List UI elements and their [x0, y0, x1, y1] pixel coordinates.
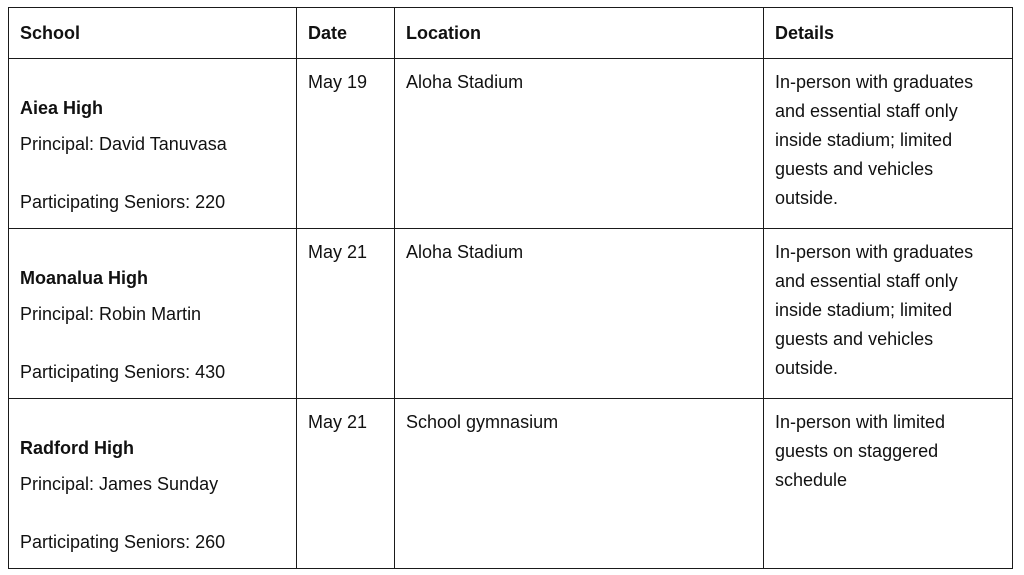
table-row — [9, 399, 1013, 569]
school-cell — [9, 399, 297, 569]
details-cell: In-person with limited guests on staggered schedule — [764, 399, 1013, 569]
header-details: Details — [764, 8, 1013, 59]
participating-seniors: Participating Seniors: 260 — [20, 532, 226, 552]
date-cell: May 19 — [297, 59, 395, 229]
school-cell — [9, 59, 297, 229]
participating-seniors: Participating Seniors: 220 — [20, 192, 226, 212]
principal: Principal: Robin Martin — [20, 304, 202, 324]
table-row — [9, 59, 1013, 229]
table-row — [9, 229, 1013, 399]
header-location: Location — [395, 8, 764, 59]
header-school: School — [9, 8, 297, 59]
header-row — [9, 8, 1013, 59]
school-name: Aiea High — [20, 98, 104, 118]
location-cell: School gymnasium — [395, 399, 764, 569]
participating-seniors: Participating Seniors: 430 — [20, 362, 226, 382]
school-name: Radford High — [20, 438, 134, 458]
school-name: Moanalua High — [20, 268, 149, 288]
date-cell: May 21 — [297, 399, 395, 569]
header-date: Date — [297, 8, 395, 59]
principal: Principal: James Sunday — [20, 474, 219, 494]
graduation-table — [8, 7, 1013, 569]
date-cell: May 21 — [297, 229, 395, 399]
details-cell: In-person with graduates and essential staff only inside stadium; limited guests and vehicles outside. — [764, 229, 1013, 399]
principal: Principal: David Tanuvasa — [20, 134, 227, 154]
location-cell: Aloha Stadium — [395, 59, 764, 229]
school-cell — [9, 229, 297, 399]
details-cell: In-person with graduates and essential staff only inside stadium; limited guests and vehicles outside. — [764, 59, 1013, 229]
location-cell: Aloha Stadium — [395, 229, 764, 399]
